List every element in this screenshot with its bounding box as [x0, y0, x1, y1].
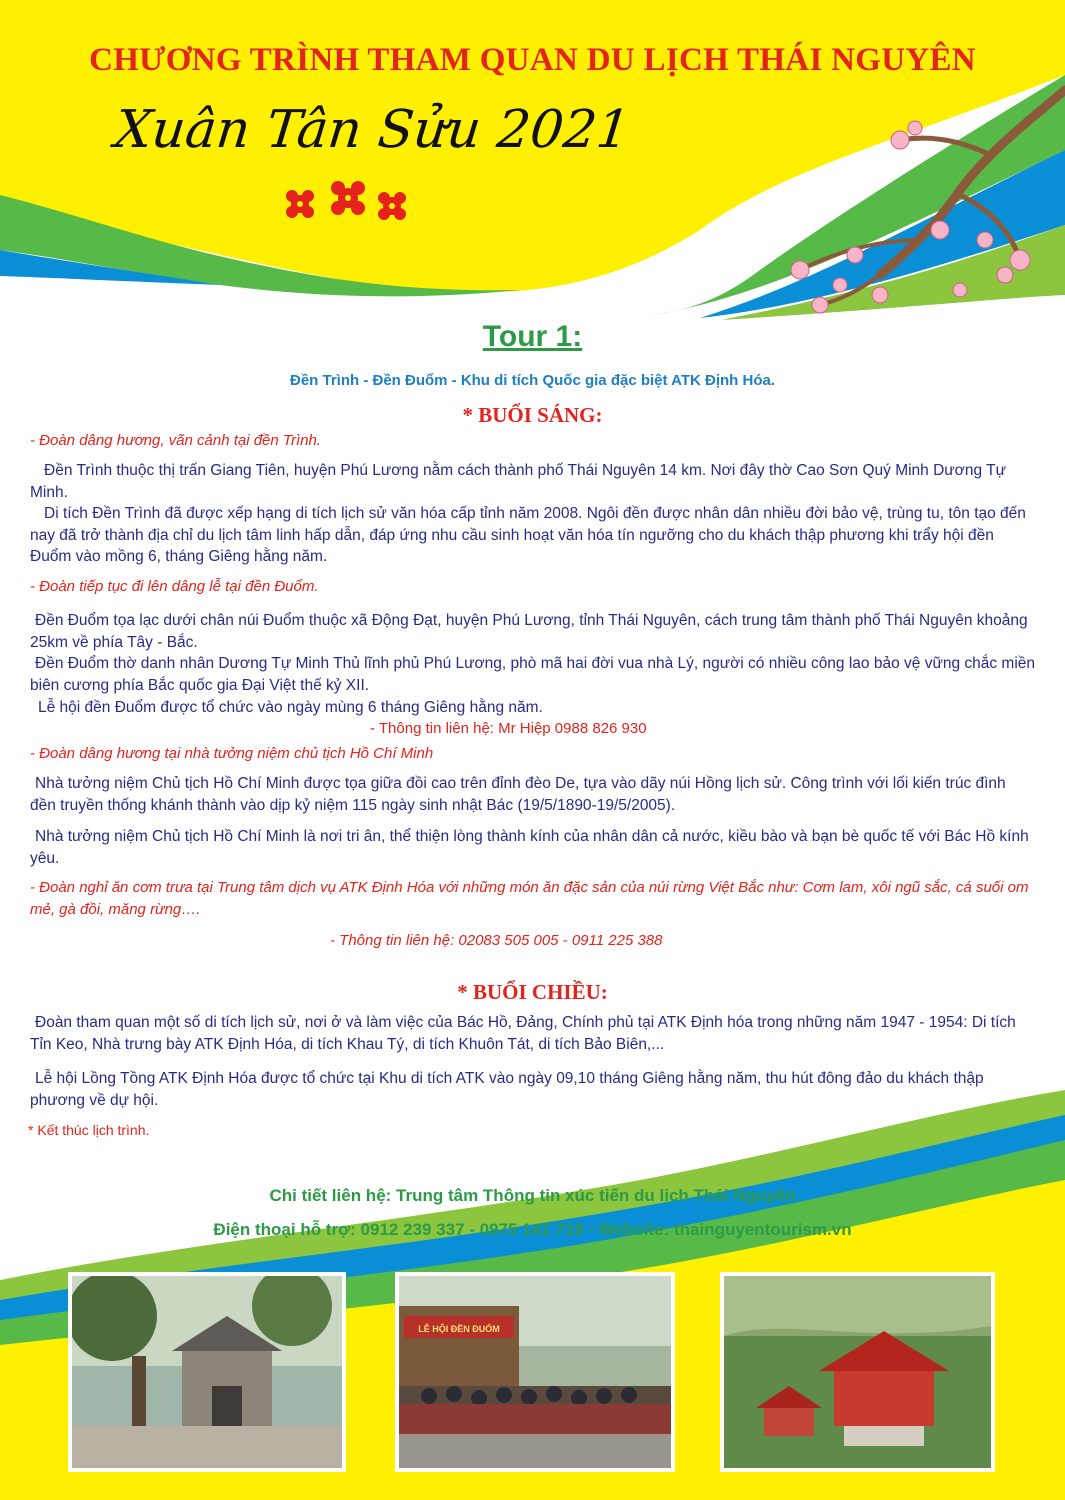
morning-heading: * BUỔI SÁNG:	[462, 403, 603, 427]
morning-paragraph-2: Di tích Đền Trình đã được xếp hạng di tích lịch sử văn hóa cấp tỉnh năm 2008. Ngôi đền được nhân dân nhiều đời bảo vệ, trùng tu, tôn tạo đến nay đã trở thành địa chỉ du lịch tâm linh hấp dẫn, đáp ứng nhu cầu sinh hoạt văn hóa tín ngưỡng cho du khách thập phương khi trẩy hội đền Đuổm vào mồng 6, tháng Giêng hằng năm.	[30, 505, 1026, 565]
page-subtitle: Xuân Tân Sửu 2021	[111, 100, 633, 160]
footer-contact-center: Chi tiết liên hệ: Trung tâm Thông tin xúc tiến du lịch Thái Nguyên	[269, 1186, 796, 1205]
end-of-schedule: * Kết thúc lịch trình.	[28, 1122, 150, 1138]
morning-paragraph-3: Đền Đuổm tọa lạc dưới chân núi Đuổm thuộc xã Động Đạt, huyện Phú Lương, tỉnh Thái Nguyên, cách trung tâm thành phố Thái Nguyên khoảng 25km về phía Tây - Bắc.	[30, 612, 1028, 651]
peach-blossom-branch-decoration	[760, 80, 1065, 320]
red-flowers-decoration	[280, 176, 410, 226]
morning-paragraph-1: Đền Trình thuộc thị trấn Giang Tiên, huyện Phú Lương nằm cách thành phố Thái Nguyên 14 km. Nơi đây thờ Cao Sơn Quý Minh Dương Tự Minh.	[30, 462, 1006, 501]
tour-title: Tour 1:	[482, 320, 583, 353]
festival-sign-text: LỄ HỘI ĐỀN ĐUỔM	[418, 1324, 500, 1334]
photo-le-hoi-den-duom	[395, 1272, 675, 1472]
tour-route: Đền Trình - Đền Đuổm - Khu di tích Quốc gia đặc biệt ATK Định Hóa.	[289, 372, 775, 389]
morning-item-4: - Đoàn nghỉ ăn cơm trưa tại Trung tâm dịch vụ ATK Định Hóa với những món ăn đặc sản của núi rừng Việt Bắc như: Cơm lam, xôi ngũ sắc, cá suối om mẻ, gà đồi, măng rừng….	[30, 879, 1029, 918]
afternoon-paragraph-2: Lễ hội Lồng Tồng ATK Định Hóa được tổ chức tại Khu di tích ATK vào ngày 09,10 tháng Giêng hằng năm, thu hút đông đảo du khách thập phương về dự hội.	[30, 1070, 984, 1109]
contact-info-2: - Thông tin liên hệ: 02083 505 005 - 0911 225 388	[330, 932, 663, 949]
contact-info-1: - Thông tin liên hệ: Mr Hiệp 0988 826 930	[370, 720, 647, 737]
photo-den-trinh	[68, 1272, 346, 1472]
afternoon-heading: * BUỔI CHIỀU:	[457, 980, 608, 1004]
afternoon-paragraph-1: Đoàn tham quan một số di tích lịch sử, nơi ở và làm việc của Bác Hồ, Đảng, Chính phủ tại ATK Định hóa trong những năm 1947 - 1954: Di tích Tỉn Keo, Nhà trưng bày ATK Định Hóa, di tích Khau Tý, di tích Khuôn Tát, di tích Bảo Biên,...	[30, 1014, 1016, 1053]
page-title: CHƯƠNG TRÌNH THAM QUAN DU LỊCH THÁI NGUYÊN	[89, 42, 976, 78]
morning-paragraph-6: Nhà tưởng niệm Chủ tịch Hồ Chí Minh được tọa giữa đồi cao trên đỉnh đèo De, tựa vào dãy núi Hồng lịch sử. Công trình với lối kiến trúc đình đền truyền thống khánh thành vào dịp kỷ niệm 115 ngày sinh nhật Bác (19/5/1890-19/5/2005).	[30, 775, 1006, 814]
morning-paragraph-4: Đền Đuổm thờ danh nhân Dương Tự Minh Thủ lĩnh phủ Phú Lương, phò mã hai đời vua nhà Lý, người có nhiều công lao bảo vệ vững chắc miền biên cương phía Bắc quốc gia Đại Việt thế kỷ XII.	[30, 655, 1036, 694]
morning-paragraph-5: Lễ hội đền Đuổm được tổ chức vào ngày mùng 6 tháng Giêng hằng năm.	[38, 699, 543, 716]
footer-phone-website: Điện thoại hỗ trợ: 0912 239 337 - 0975 141 719 - Website: thainguyentourism.vn	[213, 1220, 852, 1239]
morning-item-3: - Đoàn dâng hương tại nhà tưởng niệm chủ tịch Hồ Chí Minh	[30, 745, 434, 762]
morning-item-1: - Đoàn dâng hương, vãn cảnh tại đền Trình.	[30, 432, 321, 449]
photo-atk-dinh-hoa	[720, 1272, 995, 1472]
morning-paragraph-7: Nhà tưởng niệm Chủ tịch Hồ Chí Minh là nơi tri ân, thể thiện lòng thành kính của nhân dân cả nước, kiều bào và bạn bè quốc tế với Bác Hồ kính yêu.	[30, 828, 1029, 867]
morning-item-2: - Đoàn tiếp tục đi lên dâng lễ tại đền Đuổm.	[30, 578, 319, 595]
